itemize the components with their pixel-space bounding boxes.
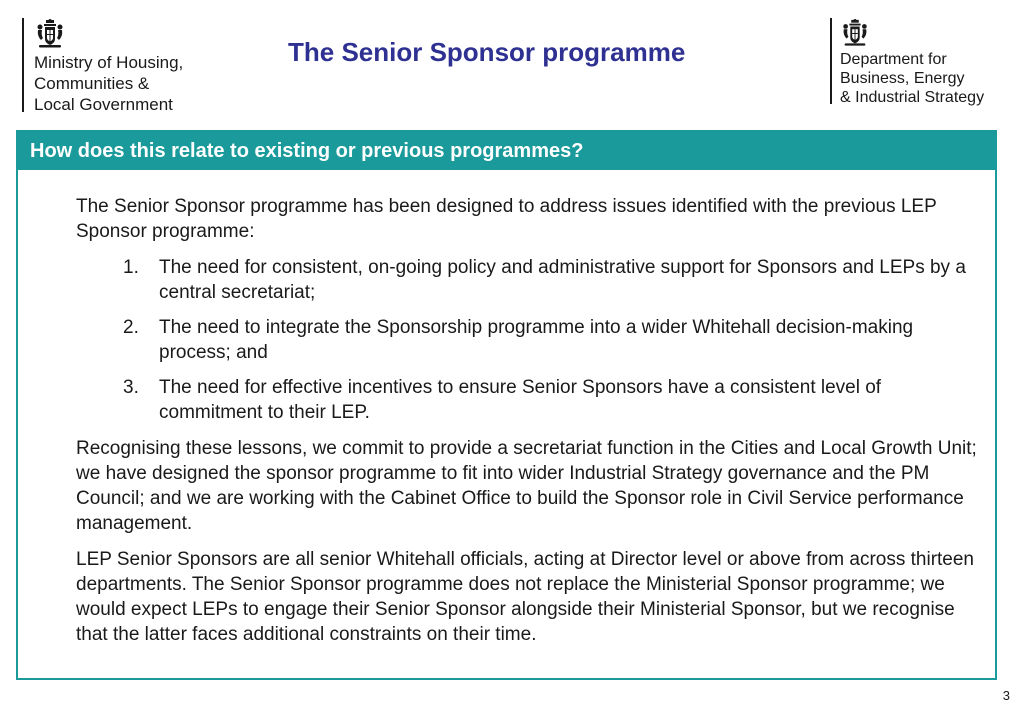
page-title: The Senior Sponsor programme xyxy=(288,37,686,67)
list-item-text: The need to integrate the Sponsorship programme into a wider Whitehall decision-making process; and xyxy=(159,317,914,363)
panel-heading: How does this relate to existing or previous programmes? xyxy=(18,132,995,170)
list-item xyxy=(76,375,986,425)
org-name-line: & Industrial Strategy xyxy=(840,89,985,106)
org-name-line: Business, Energy xyxy=(840,70,965,87)
list-item-number: 3. xyxy=(123,377,139,398)
page-number: 3 xyxy=(1002,688,1010,703)
list-item-number: 1. xyxy=(123,257,139,278)
list-item-number: 2. xyxy=(123,317,139,338)
list-item xyxy=(76,315,986,365)
beis-logo xyxy=(830,18,984,104)
panel-body xyxy=(76,194,986,658)
list-item xyxy=(76,255,986,305)
royal-crest-icon xyxy=(840,18,870,48)
list-item-text: The need for effective incentives to ensure Senior Sponsors have a consistent level of commitment to their LEP. xyxy=(159,377,882,423)
org-name-line: Ministry of Housing, xyxy=(34,53,184,72)
issues-list xyxy=(76,255,986,425)
sponsors-paragraph: LEP Senior Sponsors are all senior Whitehall officials, acting at Director level or above from across thirteen departments. The Senior Sponsor programme does not replace the Ministerial Sponsor programme; we would expect LEPs to engage their Senior Sponsor alongside their Ministerial Sponsor, but we recognise that the latter faces additional constraints on their time. xyxy=(76,549,975,645)
org-name-line: Department for xyxy=(840,51,947,68)
org-name-line: Communities & xyxy=(34,74,150,93)
intro-paragraph: The Senior Sponsor programme has been designed to address issues identified with the previous LEP Sponsor programme: xyxy=(76,196,937,242)
list-item-text: The need for consistent, on-going policy and administrative support for Sponsors and LEPs by a central secretariat; xyxy=(159,257,966,303)
royal-crest-icon xyxy=(34,18,66,50)
mhclg-logo xyxy=(22,18,183,112)
content-panel xyxy=(16,130,997,680)
lessons-paragraph: Recognising these lessons, we commit to provide a secretariat function in the Cities and Local Growth Unit; we have designed the sponsor programme to fit into wider Industrial Strategy governance and the PM Council; and we are working with the Cabinet Office to build the Sponsor role in Civil Service performance management. xyxy=(76,438,977,534)
org-name-line: Local Government xyxy=(34,95,173,114)
